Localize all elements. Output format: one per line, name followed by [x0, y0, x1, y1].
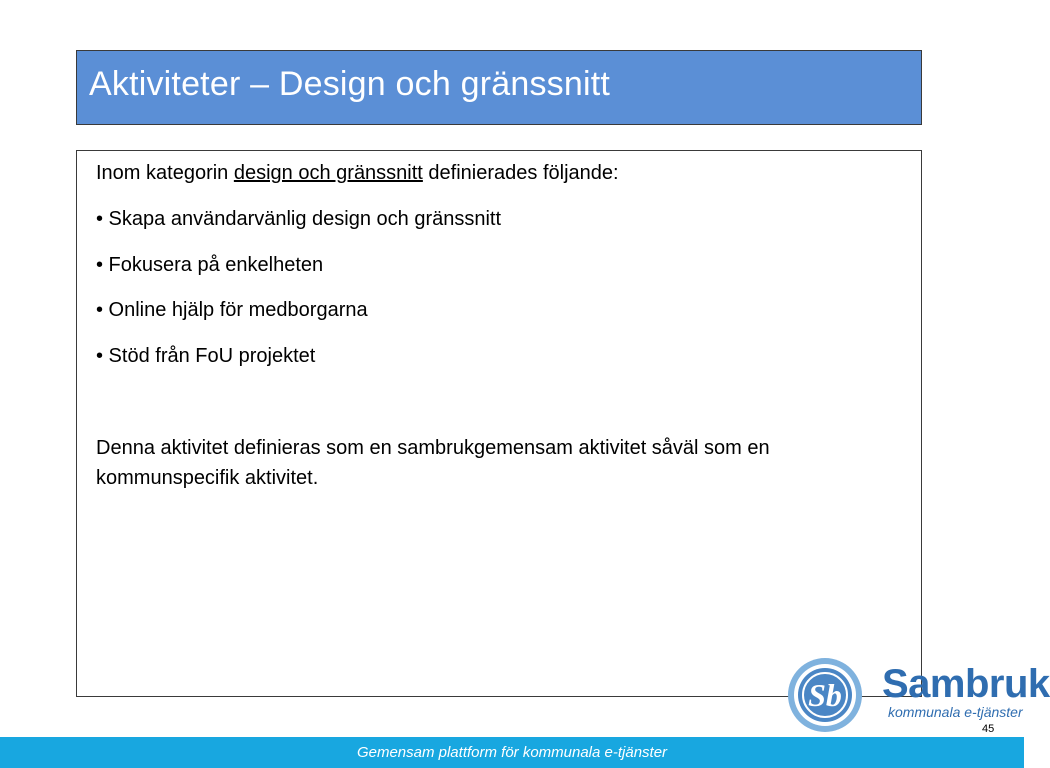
bullet-item: • Fokusera på enkelheten — [96, 254, 324, 276]
slide-title: Aktiviteter – Design och gränssnitt — [89, 65, 611, 103]
bullet-item: • Stöd från FoU projektet — [96, 345, 316, 367]
footer-bar — [0, 737, 1024, 768]
intro-before: Inom kategorin — [96, 162, 234, 184]
bullet-item: • Online hjälp för medborgarna — [96, 299, 368, 321]
intro-text — [96, 158, 619, 188]
intro-category-link: design och gränssnitt — [233, 162, 423, 184]
footer-text: Gemensam plattform för kommunala e-tjänster — [356, 744, 668, 761]
closing-paragraph: Denna aktivitet definieras som en sambrukgemensam aktivitet såväl som en kommunspecifik aktivitet. — [96, 437, 770, 489]
bullet-item: • Skapa användarvänlig design och gränssnitt — [96, 208, 502, 230]
page-number: 45 — [982, 723, 995, 735]
logo-tagline: kommunala e-tjänster — [888, 704, 1023, 720]
logo-name: Sambruk — [882, 662, 1050, 706]
intro-after: definierades följande: — [422, 162, 619, 184]
sambruk-emblem-icon — [786, 656, 864, 734]
content-box — [76, 150, 922, 697]
logo-monogram: Sb — [808, 677, 842, 713]
title-box — [76, 50, 922, 125]
